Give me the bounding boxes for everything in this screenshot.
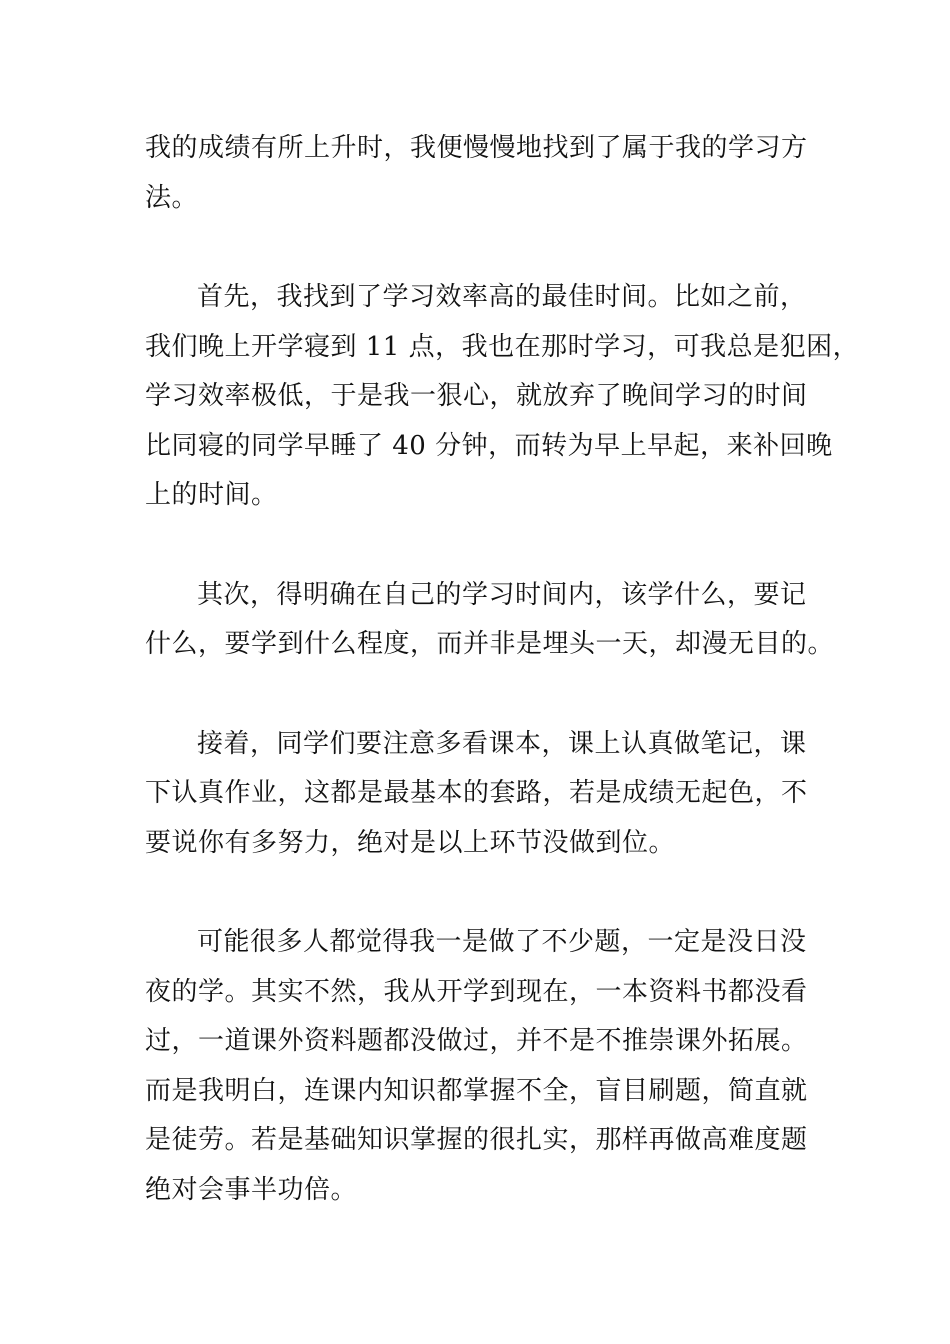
paragraph-line: 比同寝的同学早睡了 40 分钟，而转为早上早起，来补回晚 xyxy=(145,430,833,461)
paragraph-line: 而是我明白，连课内知识都掌握不全，盲目刷题，简直就 xyxy=(145,1075,808,1106)
paragraph-line: 绝对会事半功倍。 xyxy=(145,1174,358,1205)
paragraph-line: 夜的学。其实不然，我从开学到现在，一本资料书都没看 xyxy=(145,976,808,1007)
paragraph-line: 首先，我找到了学习效率高的最佳时间。比如之前， xyxy=(197,282,807,312)
paragraph-spacer xyxy=(145,223,810,273)
paragraph-spacer xyxy=(145,868,810,918)
paragraph-line: 我们晚上开学寝到 11 点，我也在那时学习，可我总是犯困， xyxy=(145,331,860,362)
paragraph-line: 接着，同学们要注意多看课本，课上认真做笔记，课 xyxy=(197,728,807,759)
paragraph-spacer xyxy=(145,670,810,720)
paragraph-line: 可能很多人都觉得我一是做了不少题，一定是没日没 xyxy=(197,927,807,957)
paragraph-line: 学习效率极低，于是我一狠心，就放弃了晚间学习的时间 xyxy=(145,381,808,411)
paragraph-spacer xyxy=(145,521,810,571)
paragraph-line: 是徒劳。若是基础知识掌握的很扎实，那样再做高难度题 xyxy=(145,1125,808,1155)
paragraph-3 xyxy=(145,571,835,670)
document-body xyxy=(145,124,860,1215)
paragraph-line: 上的时间。 xyxy=(145,480,278,510)
paragraph-2 xyxy=(145,273,860,521)
paragraph-line: 过，一道课外资料题都没做过，并不是不推崇课外拓展。 xyxy=(145,1026,808,1056)
paragraph-line: 要说你有多努力，绝对是以上环节没做到位。 xyxy=(145,827,676,858)
paragraph-1 xyxy=(145,124,810,223)
paragraph-4 xyxy=(145,720,810,869)
paragraph-line: 什么，要学到什么程度，而并非是埋头一天，却漫无目的。 xyxy=(145,629,835,659)
paragraph-line: 法。 xyxy=(145,182,199,213)
paragraph-line: 我的成绩有所上升时，我便慢慢地找到了属于我的学习方 xyxy=(145,133,808,163)
paragraph-line: 其次，得明确在自己的学习时间内，该学什么，要记 xyxy=(197,579,807,610)
paragraph-5 xyxy=(145,918,810,1215)
paragraph-line: 下认真作业，这都是最基本的套路，若是成绩无起色，不 xyxy=(145,778,808,808)
